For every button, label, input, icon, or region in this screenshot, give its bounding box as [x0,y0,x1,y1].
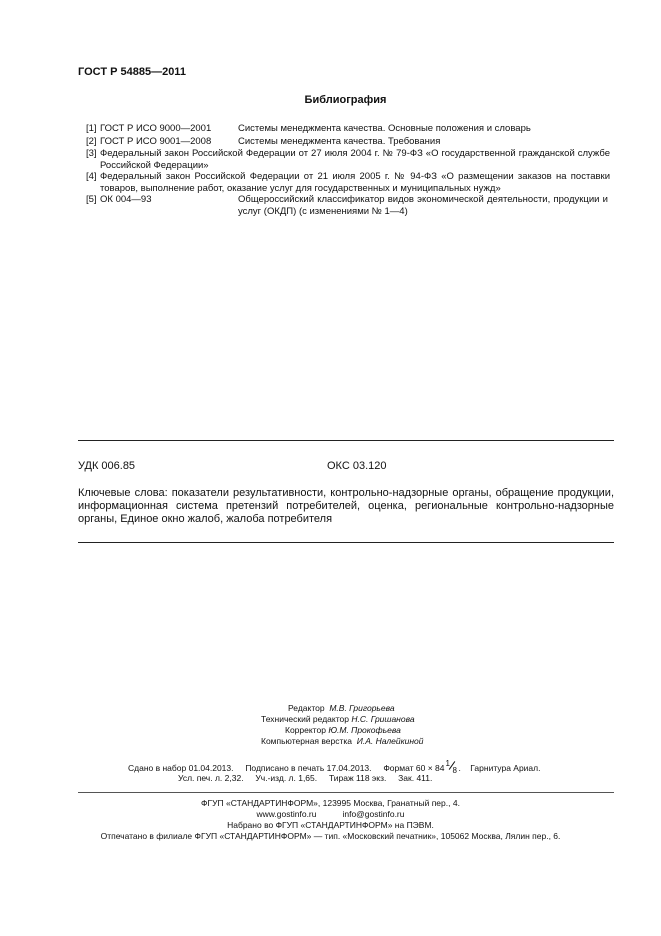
imprint-divider [78,792,614,793]
credit-corrector [285,725,401,736]
entry-number: [3] [86,148,97,159]
keywords: Ключевые слова: показатели результативности, контрольно-надзорные органы, обращение продукции, информационная система претензий потребителей, оценка, региональные контрольно-надзорные органы, Единое окно жалоб, жалоба потребителя [78,487,614,525]
entry-number: [4] [86,171,97,182]
fraction-denominator: 8 [452,766,457,775]
credit-label: Компьютерная верстка [261,736,353,746]
print-signed: Подписано в печать 17.04.2013. [245,763,372,773]
fraction-numerator: 1 [445,759,450,768]
divider-bottom [78,542,614,543]
print-font: Гарнитура Ариал. [470,763,541,773]
bibliography-heading: Библиография [304,94,387,106]
credit-person: Н.С. Гришанова [351,714,415,724]
format-fraction [444,760,458,774]
credit-person: Ю.М. Прокофьева [328,725,401,735]
credit-layout [261,736,424,747]
print-order: Зак. 411. [398,773,433,783]
publisher-site[interactable]: www.gostinfo.ru [256,809,317,819]
document-code: ГОСТ Р 54885—2011 [78,66,186,78]
publisher-printed: Отпечатано в филиале ФГУП «СТАНДАРТИНФОРМ» — тип. «Московский печатник», 105062 Москва, Лялин пер., 6. [100,831,561,841]
entry-document: ОК 004—93 [100,194,152,205]
credit-tech-editor [261,714,415,725]
entry-text: Федеральный закон Российской Федерации от 21 июля 2005 г. № 94-ФЗ «О размещении заказов на поставки товаров, выполнение работ, оказание услуг для государственных и муниципальных нужд» [100,171,610,194]
publisher-typeset: Набрано во ФГУП «СТАНДАРТИНФОРМ» на ПЭВМ. [227,820,434,830]
oks-code: ОКС 03.120 [327,460,387,472]
credit-label: Корректор [285,725,326,735]
udc-code: УДК 006.85 [78,460,136,472]
print-uch: Уч.-изд. л. 1,65. [255,773,318,783]
credit-person: И.А. Налейкиной [356,736,424,746]
entry-document: ГОСТ Р ИСО 9000—2001 [100,123,212,134]
entry-title: Системы менеджмента качества. Требования [238,136,441,147]
credit-person: М.В. Григорьева [329,703,395,713]
entry-number: [5] [86,194,97,205]
print-usl: Усл. печ. л. 2,32. [178,773,244,783]
publisher-address: ФГУП «СТАНДАРТИНФОРМ», 123995 Москва, Гранатный пер., 4. [201,798,460,808]
print-details-line1: Сдано в набор 01.04.2013. Подписано в печать 17.04.2013. Формат 60 × 84 1 8 . Гарнитура Ариал. [128,759,541,775]
divider-top [78,440,614,441]
entry-title: Системы менеджмента качества. Основные положения и словарь [238,123,531,134]
entry-text: Федеральный закон Российской Федерации от 27 июля 2004 г. № 79-ФЗ «О государственной гражданской службе Российской Федерации» [100,148,610,171]
entry-number: [1] [86,123,97,134]
credit-label: Редактор [288,703,325,713]
print-run: Тираж 118 экз. [328,773,387,783]
entry-document: ГОСТ Р ИСО 9001—2008 [100,136,212,147]
credit-editor [288,703,395,714]
publisher-email[interactable]: info@gostinfo.ru [342,809,405,819]
entry-title: Общероссийский классификатор видов экономической деятельности, продукции и услуг (ОКДП) (с изменениями № 1—4) [238,194,608,217]
print-details-line2 [178,773,432,784]
print-format: Формат 60 × 84 [383,763,445,773]
publisher-contacts [0,809,661,820]
entry-number: [2] [86,136,97,147]
print-submitted: Сдано в набор 01.04.2013. [128,763,234,773]
credit-label: Технический редактор [261,714,349,724]
